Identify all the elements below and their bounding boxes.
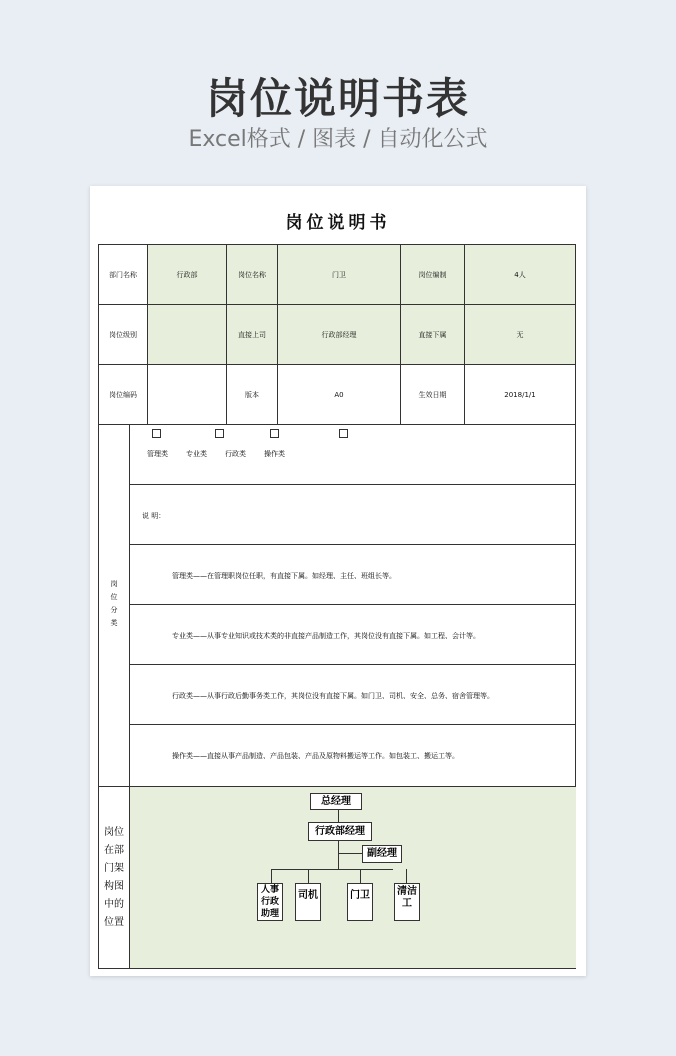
- connector-line: [338, 841, 339, 869]
- table-cell: 岗位编码: [99, 365, 148, 425]
- connector-line: [406, 869, 407, 883]
- page-subtitle: Excel格式 / 图表 / 自动化公式: [188, 127, 488, 152]
- page-title: 岗位说明书表: [205, 74, 470, 123]
- table-cell: 直接下属: [401, 305, 465, 365]
- checkbox-management[interactable]: [152, 429, 161, 438]
- checkbox-professional[interactable]: [215, 429, 224, 438]
- org-label: [99, 787, 130, 968]
- org-chart: [130, 787, 576, 968]
- connector-line: [338, 809, 339, 822]
- checkbox-administrative[interactable]: [270, 429, 279, 438]
- table-cell: 行政部: [148, 245, 227, 305]
- category-desc-row: [130, 725, 576, 785]
- table-cell: 岗位级别: [99, 305, 148, 365]
- org-node-top: 总经理: [310, 793, 362, 810]
- org-label-text: 岗位在部门架构图中的位置: [104, 826, 124, 928]
- document-sheet: [90, 186, 586, 976]
- table-row: [99, 305, 576, 365]
- org-section: [98, 787, 576, 969]
- org-node-leaf: 人事行政助理: [257, 883, 283, 921]
- connector-line: [360, 869, 361, 883]
- table-cell: 直接上司: [227, 305, 278, 365]
- category-note: 说 明：: [142, 512, 166, 520]
- connector-line: [271, 869, 393, 870]
- org-node-leaf: 清洁工: [394, 883, 420, 921]
- option-label: 行政类: [225, 450, 246, 458]
- checkbox-operation[interactable]: [339, 429, 348, 438]
- category-description: 操作类——直接从事产品制造、产品包装、产品及原物料搬运等工作。如包装工、搬运工等。: [172, 752, 459, 760]
- table-cell: 4人: [465, 245, 576, 305]
- connector-line: [271, 869, 272, 883]
- connector-line: [338, 853, 362, 854]
- table-cell: 门卫: [278, 245, 401, 305]
- option-label: 专业类: [186, 450, 207, 458]
- category-description: 专业类——从事专业知识或技术类的非直接产品制造工作，其岗位没有直接下属。如工程、会计等。: [172, 632, 480, 640]
- option-label: 操作类: [264, 450, 285, 458]
- category-section: [98, 425, 576, 787]
- table-cell: 部门名称: [99, 245, 148, 305]
- table-cell: A0: [278, 365, 401, 425]
- table-cell: 岗位编制: [401, 245, 465, 305]
- org-node-leaf: 门卫: [347, 883, 373, 921]
- table-cell: 岗位名称: [227, 245, 278, 305]
- category-desc-row: [130, 545, 576, 605]
- org-node-mid: 行政部经理: [308, 822, 372, 841]
- table-cell: 行政部经理: [278, 305, 401, 365]
- category-desc-row: [130, 605, 576, 665]
- table-cell: 2018/1/1: [465, 365, 576, 425]
- category-description: 管理类——在管理职岗位任职，有直接下属。如经理、主任、班组长等。: [172, 572, 396, 580]
- info-table: [98, 244, 576, 425]
- connector-line: [308, 869, 309, 883]
- table-cell: 生效日期: [401, 365, 465, 425]
- org-node-deputy: 副经理: [362, 845, 402, 863]
- org-node-leaf: 司机: [295, 883, 321, 921]
- category-label: 岗位分类: [99, 425, 130, 786]
- table-row: [99, 365, 576, 425]
- category-options-row: [130, 425, 576, 485]
- table-cell: 无: [465, 305, 576, 365]
- category-note-row: [130, 485, 576, 545]
- table-row: [99, 245, 576, 305]
- table-cell: [148, 305, 227, 365]
- document-title: 岗位说明书: [285, 213, 391, 233]
- table-cell: [148, 365, 227, 425]
- category-description: 行政类——从事行政后勤事务类工作，其岗位没有直接下属。如门卫、司机、安全、总务、宿舍管理等。: [172, 692, 494, 700]
- category-desc-row: [130, 665, 576, 725]
- option-label: 管理类: [147, 450, 168, 458]
- table-cell: 版本: [227, 365, 278, 425]
